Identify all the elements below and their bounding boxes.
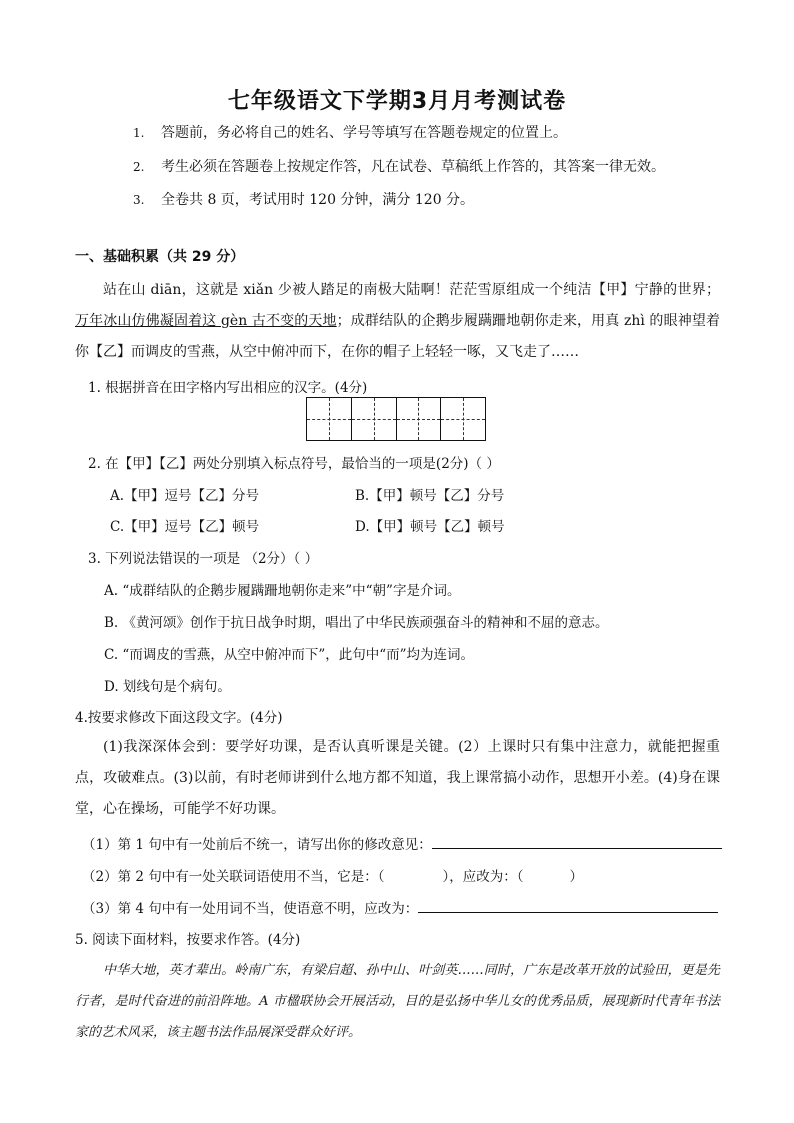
option-3d[interactable]: D. 划线句是个病句。	[104, 679, 231, 695]
option-2c[interactable]: C.【甲】逗号【乙】顿号	[110, 519, 260, 535]
underlined-sentence: 万年冰山仿佛凝固着这 gèn 古不变的天地	[75, 313, 337, 329]
instruction-number: 3.	[133, 193, 145, 207]
question-5: 5. 阅读下面材料，按要求作答。(4分)	[75, 932, 301, 948]
instruction-text: 全卷共 8 页，考试用时 120 分钟，满分 120 分。	[161, 192, 475, 208]
option-2a[interactable]: A.【甲】逗号【乙】分号	[110, 488, 260, 504]
question-4-text: (1)我深深体会到：要学好功课，是否认真听课是关键。(2）上课时只有集中注意力，就能把握重点，攻破难点。(3)以前，有时老师讲到什么地方都不知道，我上课常搞小动作，思想开小差。(4)身在课堂，心在操场，可能学不好功课。	[75, 739, 720, 817]
instruction-text: 考生必须在答题卷上按规定作答，凡在试卷、草稿纸上作答的，其答案一律无效。	[161, 159, 665, 175]
answer-blank-3[interactable]	[418, 898, 718, 913]
option-3a[interactable]: A. “成群结队的企鹅步履蹒跚地朝你走来”中“朝”字是介词。	[104, 583, 461, 599]
answer-blank-1[interactable]	[432, 834, 722, 849]
question-4-sub-1	[82, 833, 722, 853]
grid-cell[interactable]	[352, 398, 397, 440]
sub-2-prompt: （2）第 2 句中有一处关联词语使用不当，它是：（	[82, 869, 385, 885]
page-title: 七年级语文下学期3月月考测试卷	[227, 89, 567, 114]
instruction-2	[133, 156, 665, 176]
passage-part-2: ；成群结队的企鹅步履蹒跚地朝你走来，用真 zhì 的眼神望着你【乙】而调皮的雪燕，从空中俯冲而下，在你的帽子上轻轻一啄，又飞走了……	[75, 313, 720, 360]
sub-3-prompt: （3）第 4 句中有一处用词不当，使语意不明，应改为：	[82, 901, 419, 917]
grid-cell[interactable]	[397, 398, 442, 440]
instruction-number: 1.	[133, 126, 145, 140]
sub-1-prompt: （1）第 1 句中有一处前后不统一，请写出你的修改意见：	[82, 837, 432, 853]
instruction-number: 2.	[133, 160, 145, 174]
option-3b[interactable]: B. 《黄河颂》创作于抗日战争时期，唱出了中华民族顽强奋斗的精神和不屈的意志。	[104, 615, 609, 631]
section-heading: 一、基础积累（共 29 分）	[75, 249, 245, 265]
tianzige-grid[interactable]	[306, 397, 486, 441]
option-3c[interactable]: C. “而调皮的雪燕，从空中俯冲而下”，此句中“而”均为连词。	[104, 647, 475, 663]
sub-2-middle: ），应改为：（	[442, 869, 524, 885]
question-2: 2. 在【甲】【乙】两处分别填入标点符号，最恰当的一项是(2分)（ ）	[88, 456, 500, 472]
question-4-sub-2	[82, 865, 583, 885]
option-2d[interactable]: D.【甲】顿号【乙】顿号	[355, 519, 505, 535]
question-4: 4.按要求修改下面这段文字。(4分)	[75, 710, 283, 726]
instruction-text: 答题前，务必将自己的姓名、学号等填写在答题卷规定的位置上。	[161, 125, 567, 141]
passage-part-1: 站在山 diān，这就是 xiǎn 少被人踏足的南极大陆啊！茫茫雪原组成一个纯洁【甲】宁静的世界；	[103, 282, 720, 298]
instruction-1	[133, 122, 567, 142]
question-4-sub-3	[82, 897, 718, 917]
grid-cell[interactable]	[307, 398, 352, 440]
instruction-3	[133, 189, 474, 209]
question-1: 1. 根据拼音在田字格内写出相应的汉字。(4分)	[88, 380, 368, 396]
reading-passage	[75, 275, 720, 368]
sub-2-end: ）	[569, 869, 584, 885]
question-3: 3. 下列说法错误的一项是 （2分）（ ）	[88, 551, 319, 567]
question-5-material: 中华大地，英才辈出。岭南广东，有梁启超、孙中山、叶剑英……同时，广东是改革开放的试验田，更是先行者，是时代奋进的前沿阵地。A 市楹联协会开展活动，目的是弘扬中华儿女的优秀品质，展现新时代青年书法家的艺术风采，该主题书法作品展深受群众好评。	[75, 963, 720, 1040]
option-2b[interactable]: B.【甲】顿号【乙】分号	[355, 488, 505, 504]
grid-cell[interactable]	[441, 398, 485, 440]
